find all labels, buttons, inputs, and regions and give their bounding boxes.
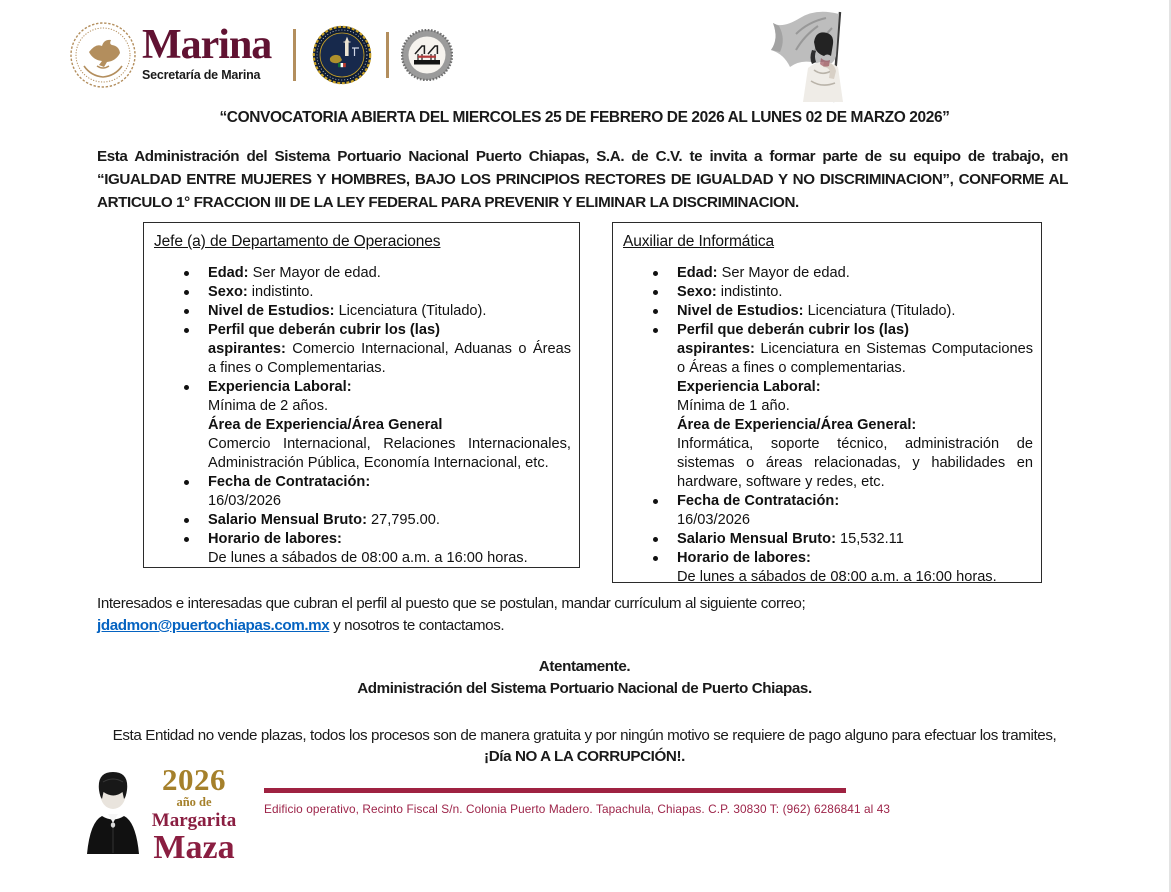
notice-line: Esta Entidad no vende plazas, todos los procesos son de manera gratuita y por ningún motivo se requiere de pago alguno para efectuar los tramites, — [112, 727, 1057, 744]
requirement-item: Nivel de Estudios: Licenciatura (Titulado). — [613, 302, 1041, 321]
requirement-item: Edad: Ser Mayor de edad. — [613, 264, 1041, 283]
woman-with-flag-illustration — [766, 6, 866, 108]
intro-paragraph: Esta Administración del Sistema Portuario Nacional Puerto Chiapas, S.A. de C.V. te invita a formar parte de su equipo de trabajo, en “IGUALDAD ENTRE MUJERES Y HOMBRES, BAJO LOS PRINCIPIOS RECTORES DE IGUALDAD Y NO DISCRIMINACION”, CONFORME AL ARTICULO 1° FRACCION III DE LA LEY FEDERAL PARA PREVENIR Y ELIMINAR LA DISCRIMINACION. — [97, 148, 1068, 211]
document-title: “CONVOCATORIA ABIERTA DEL MIERCOLES 25 DE FEBRERO DE 2026 AL LUNES 02 DE MARZO 2026” — [219, 109, 950, 126]
requirement-item: Sexo: indistinto. — [144, 283, 579, 302]
job-requirements-list — [144, 264, 579, 568]
requirement-item: Experiencia Laboral: Mínima de 2 años. Área de Experiencia/Área General Comercio Internacional, Relaciones Internacionales, Administración Pública, Economía Internacional, etc. — [144, 378, 579, 473]
notice-slogan: ¡Día NO A LA CORRUPCIÓN!. — [484, 748, 685, 765]
email-link[interactable]: jdadmon@puertochiapas.com.mx — [97, 617, 330, 634]
lockup-name-line2: Maza — [153, 828, 235, 866]
mexico-national-emblem-icon — [69, 21, 137, 89]
brand-name: Marina — [142, 22, 272, 68]
marina-wordmark — [142, 24, 271, 82]
contact-paragraph — [97, 593, 1077, 637]
closing-block — [0, 656, 1169, 700]
gold-divider-bar — [386, 32, 389, 78]
footer-address: Edificio operativo, Recinto Fiscal S/n. Colonia Puerto Madero. Tapachula, Chiapas. C.P. 30830 T: (962) 6286841 al 43 — [264, 802, 891, 816]
job-box-operaciones — [143, 222, 580, 568]
requirement-item: Fecha de Contratación: 16/03/2026 — [144, 473, 579, 511]
brand-subtitle: Secretaría de Marina — [142, 68, 261, 82]
contact-text-before: Interesados e interesadas que cubran el perfil al puesto que se postulan, mandar currículum al siguiente correo; — [97, 595, 806, 612]
requirement-item: Perfil que deberán cubrir los (las) aspirantes: Licenciatura en Sistemas Computaciones o Áreas a fines o complementarias. Experiencia Laboral: Mínima de 1 año. Área de Experiencia/Área General: Informática, soporte técnico, administración de sistemas o áreas relacionadas, y habilidades en hardware, software y redes, etc. — [613, 321, 1041, 492]
requirement-item: Salario Mensual Bruto: 27,795.00. — [144, 511, 579, 530]
job-box-informatica — [612, 222, 1042, 583]
gold-divider-bar — [293, 29, 296, 81]
closing-salutation: Atentamente. — [538, 658, 631, 675]
margarita-maza-portrait-icon — [77, 762, 149, 856]
requirement-item: Perfil que deberán cubrir los (las) aspirantes: Comercio Internacional, Aduanas o Áreas a fines o Complementarias. — [144, 321, 579, 378]
job-title: Auxiliar de Informática — [623, 233, 775, 250]
contact-text-after: y nosotros te contactamos. — [329, 617, 505, 634]
requirement-item: Fecha de Contratación: 16/03/2026 — [613, 492, 1041, 530]
puerto-chiapas-crane-seal-icon — [401, 29, 453, 81]
requirement-item: Salario Mensual Bruto: 15,532.11 — [613, 530, 1041, 549]
lockup-subtitle: año de — [176, 795, 212, 809]
job-requirements-list — [613, 264, 1041, 587]
footer-crimson-bar — [264, 788, 846, 793]
requirement-item: Horario de labores: De lunes a sábados de 08:00 a.m. a 16:00 horas. — [144, 530, 579, 568]
asipona-navy-seal-icon — [312, 25, 372, 85]
anticorruption-notice — [0, 725, 1169, 767]
requirement-item: Horario de labores: De lunes a sábados de 08:00 a.m. a 16:00 horas. — [613, 549, 1041, 587]
job-title: Jefe (a) de Departamento de Operaciones — [154, 233, 441, 250]
requirement-item: Edad: Ser Mayor de edad. — [144, 264, 579, 283]
requirement-item: Nivel de Estudios: Licenciatura (Titulado). — [144, 302, 579, 321]
closing-signature: Administración del Sistema Portuario Nacional de Puerto Chiapas. — [357, 680, 812, 697]
lockup-year: 2026 — [162, 762, 226, 797]
lockup-name-line1: Margarita — [151, 809, 237, 831]
requirement-item: Sexo: indistinto. — [613, 283, 1041, 302]
year-2026-margarita-maza-logo — [148, 764, 240, 865]
